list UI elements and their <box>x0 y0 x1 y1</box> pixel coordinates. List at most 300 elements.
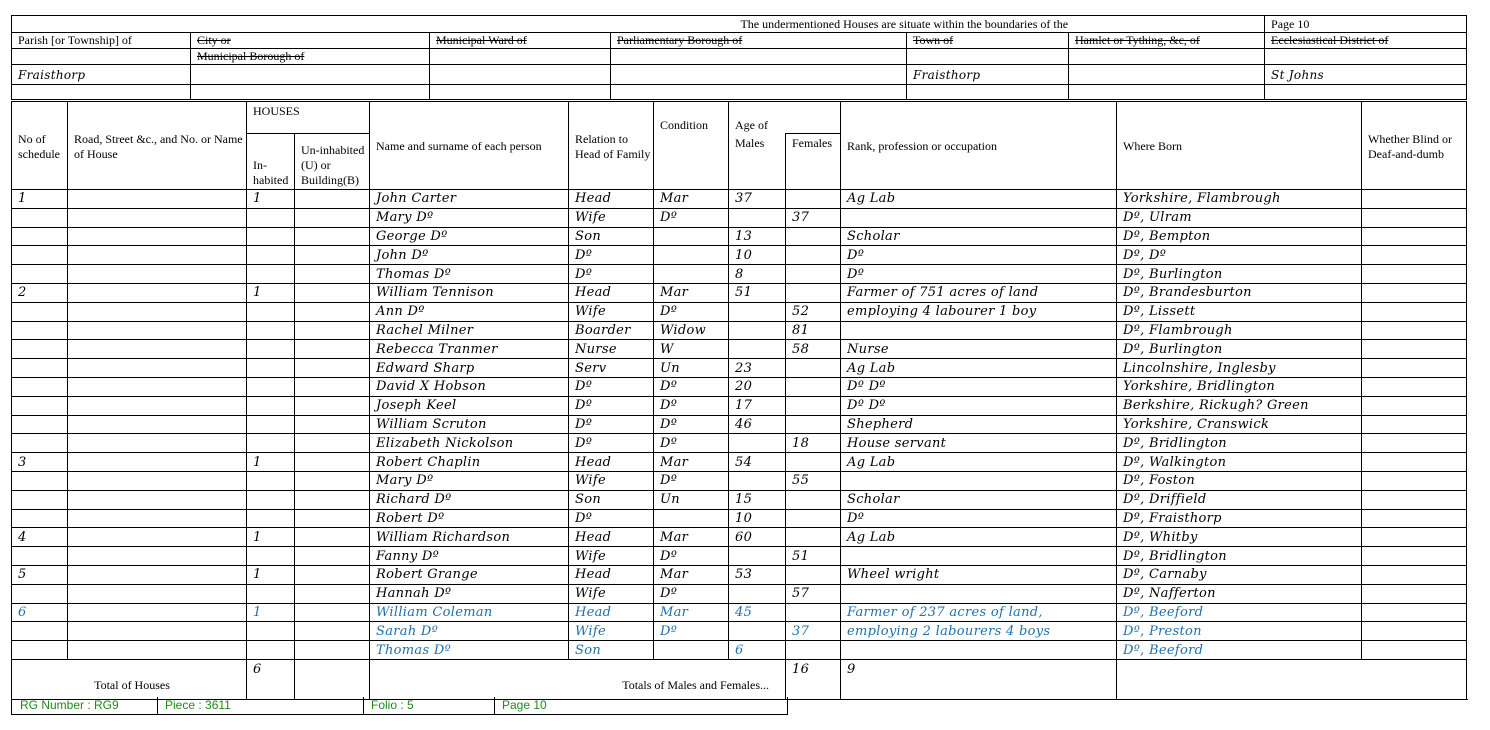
road-cell <box>68 321 247 340</box>
blank-cell <box>430 65 611 85</box>
occupation-cell <box>841 321 1117 340</box>
occupation-cell: Farmer of 237 acres of land, <box>841 603 1117 622</box>
female-age-cell: 55 <box>786 471 841 490</box>
census-rows <box>12 190 1467 660</box>
female-age-cell <box>786 528 841 547</box>
condition-cell: Dº <box>654 547 729 566</box>
male-age-cell <box>729 321 786 340</box>
blind-cell <box>1362 509 1467 528</box>
inhabited-cell <box>247 321 295 340</box>
relation-cell: Dº <box>569 396 654 415</box>
piece-number: Piece : 3611 <box>165 698 231 712</box>
census-row <box>12 528 1467 547</box>
occupation-cell: Dº <box>841 246 1117 265</box>
uninhabited-cell <box>295 641 370 660</box>
person-name-cell: William Tennison <box>370 283 569 302</box>
male-age-cell <box>729 584 786 603</box>
ecclesiastical-value: St Johns <box>1265 65 1467 85</box>
uninhabited-cell <box>295 208 370 227</box>
relation-cell: Head <box>569 565 654 584</box>
blind-cell <box>1362 359 1467 378</box>
road-cell <box>68 453 247 472</box>
person-name-cell: Rebecca Tranmer <box>370 340 569 359</box>
uninhabited-cell <box>295 190 370 209</box>
birthplace-cell: Yorkshire, Cranswick <box>1117 415 1362 434</box>
col-females: Females <box>786 134 841 190</box>
female-age-cell <box>786 565 841 584</box>
person-name-cell: Mary Dº <box>370 471 569 490</box>
uninhabited-cell <box>295 528 370 547</box>
female-age-cell <box>786 490 841 509</box>
road-cell <box>68 265 247 284</box>
occupation-cell <box>841 208 1117 227</box>
blind-cell <box>1362 246 1467 265</box>
census-row <box>12 471 1467 490</box>
header-title: The undermentioned Houses are situate within the boundaries of the <box>12 16 1265 33</box>
road-cell <box>68 415 247 434</box>
blind-cell <box>1362 584 1467 603</box>
inhabited-cell <box>247 584 295 603</box>
female-age-cell <box>786 246 841 265</box>
col-age-of: Age of <box>729 102 841 134</box>
total-females-value: 9 <box>841 659 1117 699</box>
census-row <box>12 359 1467 378</box>
condition-cell: Dº <box>654 302 729 321</box>
person-name-cell: Thomas Dº <box>370 641 569 660</box>
person-name-cell: Thomas Dº <box>370 265 569 284</box>
person-name-cell: George Dº <box>370 227 569 246</box>
birthplace-cell: Lincolnshire, Inglesby <box>1117 359 1362 378</box>
male-age-cell: 20 <box>729 377 786 396</box>
male-age-cell: 10 <box>729 246 786 265</box>
condition-cell: Mar <box>654 528 729 547</box>
relation-cell: Head <box>569 453 654 472</box>
inhabited-cell: 1 <box>247 453 295 472</box>
condition-cell: Mar <box>654 453 729 472</box>
schedule-cell <box>12 415 68 434</box>
male-age-cell: 46 <box>729 415 786 434</box>
hamlet-label: Hamlet or Tything, &c, of <box>1069 33 1265 49</box>
condition-cell <box>654 265 729 284</box>
municipal-borough-label: Municipal Borough of <box>191 49 430 65</box>
census-row <box>12 547 1467 566</box>
condition-cell: Dº <box>654 396 729 415</box>
relation-cell: Dº <box>569 265 654 284</box>
census-row <box>12 396 1467 415</box>
male-age-cell: 37 <box>729 190 786 209</box>
census-table <box>11 101 1467 700</box>
occupation-cell: Farmer of 751 acres of land <box>841 283 1117 302</box>
birthplace-cell: Dº, Carnaby <box>1117 565 1362 584</box>
parliamentary-borough-label: Parliamentary Borough of <box>611 33 907 49</box>
schedule-cell <box>12 396 68 415</box>
male-age-cell <box>729 622 786 641</box>
road-cell <box>68 190 247 209</box>
census-row <box>12 227 1467 246</box>
male-age-cell: 17 <box>729 396 786 415</box>
female-age-cell: 81 <box>786 321 841 340</box>
schedule-cell <box>12 377 68 396</box>
road-cell <box>68 490 247 509</box>
blind-cell <box>1362 190 1467 209</box>
blind-cell <box>1362 321 1467 340</box>
census-row <box>12 622 1467 641</box>
condition-cell: Dº <box>654 208 729 227</box>
condition-cell: Mar <box>654 603 729 622</box>
blank-cell <box>1117 659 1467 699</box>
uninhabited-cell <box>295 547 370 566</box>
male-age-cell <box>729 302 786 321</box>
inhabited-cell <box>247 434 295 453</box>
inhabited-cell: 1 <box>247 603 295 622</box>
female-age-cell: 37 <box>786 208 841 227</box>
header-table <box>11 15 1467 100</box>
blind-cell <box>1362 603 1467 622</box>
uninhabited-cell <box>295 302 370 321</box>
condition-cell: Dº <box>654 584 729 603</box>
relation-cell: Son <box>569 227 654 246</box>
occupation-cell <box>841 641 1117 660</box>
schedule-cell <box>12 302 68 321</box>
census-row <box>12 434 1467 453</box>
condition-cell <box>654 227 729 246</box>
blank-cell <box>1069 49 1265 65</box>
person-name-cell: Mary Dº <box>370 208 569 227</box>
relation-cell: Head <box>569 603 654 622</box>
birthplace-cell: Yorkshire, Bridlington <box>1117 377 1362 396</box>
condition-cell: Mar <box>654 565 729 584</box>
road-cell <box>68 434 247 453</box>
condition-cell: Mar <box>654 283 729 302</box>
male-age-cell: 6 <box>729 641 786 660</box>
condition-cell: Mar <box>654 190 729 209</box>
road-cell <box>68 246 247 265</box>
road-cell <box>68 547 247 566</box>
person-name-cell: David X Hobson <box>370 377 569 396</box>
census-row <box>12 641 1467 660</box>
blind-cell <box>1362 396 1467 415</box>
schedule-cell: 4 <box>12 528 68 547</box>
blank-cell <box>191 85 430 100</box>
birthplace-cell: Dº, Driffield <box>1117 490 1362 509</box>
condition-cell: Dº <box>654 377 729 396</box>
schedule-cell <box>12 246 68 265</box>
occupation-cell: Dº <box>841 265 1117 284</box>
condition-cell: Dº <box>654 471 729 490</box>
inhabited-cell <box>247 246 295 265</box>
inhabited-cell <box>247 208 295 227</box>
relation-cell: Dº <box>569 434 654 453</box>
blank-cell <box>907 85 1069 100</box>
ecclesiastical-label: Ecclesiastical District of <box>1265 33 1467 49</box>
occupation-cell: Ag Lab <box>841 528 1117 547</box>
birthplace-cell: Dº, Burlington <box>1117 340 1362 359</box>
total-persons-label: Totals of Males and Females... <box>370 659 786 699</box>
blank-cell <box>430 85 611 100</box>
census-row <box>12 265 1467 284</box>
male-age-cell: 10 <box>729 509 786 528</box>
road-cell <box>68 302 247 321</box>
col-males: Males <box>729 134 786 190</box>
birthplace-cell: Berkshire, Rickugh? Green <box>1117 396 1362 415</box>
person-name-cell: Robert Dº <box>370 509 569 528</box>
birthplace-cell: Dº, Burlington <box>1117 265 1362 284</box>
blind-cell <box>1362 340 1467 359</box>
male-age-cell <box>729 547 786 566</box>
parish-label: Parish [or Township] of <box>12 33 191 49</box>
road-cell <box>68 227 247 246</box>
uninhabited-cell <box>295 246 370 265</box>
inhabited-cell <box>247 340 295 359</box>
relation-cell: Dº <box>569 509 654 528</box>
female-age-cell <box>786 641 841 660</box>
inhabited-cell <box>247 471 295 490</box>
person-name-cell: William Coleman <box>370 603 569 622</box>
condition-cell <box>654 641 729 660</box>
female-age-cell: 58 <box>786 340 841 359</box>
inhabited-cell <box>247 265 295 284</box>
female-age-cell: 51 <box>786 547 841 566</box>
blank-cell <box>1265 49 1467 65</box>
col-name: Name and surname of each person <box>370 102 569 190</box>
inhabited-cell: 1 <box>247 528 295 547</box>
census-row <box>12 509 1467 528</box>
male-age-cell <box>729 434 786 453</box>
folio-number: Folio : 5 <box>371 698 414 712</box>
male-age-cell: 53 <box>729 565 786 584</box>
road-cell <box>68 208 247 227</box>
uninhabited-cell <box>295 415 370 434</box>
relation-cell: Wife <box>569 302 654 321</box>
inhabited-cell <box>247 641 295 660</box>
male-age-cell <box>729 471 786 490</box>
relation-cell: Dº <box>569 415 654 434</box>
occupation-cell: Dº <box>841 509 1117 528</box>
inhabited-cell: 1 <box>247 565 295 584</box>
census-row <box>12 190 1467 209</box>
relation-cell: Dº <box>569 246 654 265</box>
inhabited-cell <box>247 359 295 378</box>
schedule-cell: 5 <box>12 565 68 584</box>
road-cell <box>68 359 247 378</box>
census-row <box>12 321 1467 340</box>
census-row <box>12 584 1467 603</box>
blind-cell <box>1362 622 1467 641</box>
schedule-cell <box>12 490 68 509</box>
schedule-cell <box>12 641 68 660</box>
page-label: Page 10 <box>1265 16 1467 33</box>
condition-cell <box>654 509 729 528</box>
female-age-cell: 18 <box>786 434 841 453</box>
road-cell <box>68 283 247 302</box>
condition-cell: Dº <box>654 434 729 453</box>
person-name-cell: Richard Dº <box>370 490 569 509</box>
blind-cell <box>1362 547 1467 566</box>
blank-cell <box>1265 85 1467 100</box>
schedule-cell: 3 <box>12 453 68 472</box>
blank-cell <box>611 49 907 65</box>
col-road: Road, Street &c., and No. or Name of House <box>68 102 247 190</box>
col-occupation: Rank, profession or occupation <box>841 102 1117 190</box>
female-age-cell <box>786 603 841 622</box>
municipal-ward-label: Municipal Ward of <box>430 33 611 49</box>
male-age-cell: 23 <box>729 359 786 378</box>
birthplace-cell: Dº, Fraisthorp <box>1117 509 1362 528</box>
blind-cell <box>1362 490 1467 509</box>
col-born: Where Born <box>1117 102 1362 190</box>
birthplace-cell: Dº, Beeford <box>1117 603 1362 622</box>
blank-cell <box>907 49 1069 65</box>
uninhabited-cell <box>295 359 370 378</box>
census-row <box>12 283 1467 302</box>
person-name-cell: Robert Grange <box>370 565 569 584</box>
occupation-cell <box>841 547 1117 566</box>
total-houses-label: Total of Houses <box>12 659 247 699</box>
female-age-cell <box>786 283 841 302</box>
male-age-cell: 51 <box>729 283 786 302</box>
male-age-cell <box>729 208 786 227</box>
female-age-cell <box>786 509 841 528</box>
census-row <box>12 246 1467 265</box>
person-name-cell: John Dº <box>370 246 569 265</box>
parish-value: Fraisthorp <box>12 65 191 85</box>
inhabited-cell <box>247 302 295 321</box>
inhabited-cell <box>247 509 295 528</box>
blank-cell <box>430 49 611 65</box>
person-name-cell: John Carter <box>370 190 569 209</box>
uninhabited-cell <box>295 565 370 584</box>
road-cell <box>68 377 247 396</box>
road-cell <box>68 509 247 528</box>
col-condition: Condition <box>654 102 729 190</box>
relation-cell: Wife <box>569 471 654 490</box>
relation-cell: Wife <box>569 584 654 603</box>
male-age-cell: 15 <box>729 490 786 509</box>
inhabited-cell <box>247 396 295 415</box>
blank-cell <box>12 49 191 65</box>
inhabited-cell <box>247 415 295 434</box>
occupation-cell: Dº Dº <box>841 377 1117 396</box>
census-row <box>12 302 1467 321</box>
person-name-cell: Elizabeth Nickolson <box>370 434 569 453</box>
col-schedule: No of schedule <box>12 102 68 190</box>
birthplace-cell: Dº, Brandesburton <box>1117 283 1362 302</box>
col-relation: Relation to Head of Family <box>569 102 654 190</box>
uninhabited-cell <box>295 340 370 359</box>
col-uninhabited: Un-inhabited (U) or Building(B) <box>295 134 370 190</box>
total-males-value: 16 <box>786 659 841 699</box>
uninhabited-cell <box>295 283 370 302</box>
uninhabited-cell <box>295 377 370 396</box>
birthplace-cell: Dº, Preston <box>1117 622 1362 641</box>
person-name-cell: William Richardson <box>370 528 569 547</box>
blank-cell <box>295 659 370 699</box>
blind-cell <box>1362 208 1467 227</box>
male-age-cell <box>729 340 786 359</box>
uninhabited-cell <box>295 490 370 509</box>
birthplace-cell: Dº, Beeford <box>1117 641 1362 660</box>
uninhabited-cell <box>295 434 370 453</box>
birthplace-cell: Dº, Bridlington <box>1117 547 1362 566</box>
divider <box>363 697 364 714</box>
census-row <box>12 490 1467 509</box>
condition-cell: Widow <box>654 321 729 340</box>
total-houses-value: 6 <box>247 659 295 699</box>
blind-cell <box>1362 415 1467 434</box>
birthplace-cell: Dº, Whitby <box>1117 528 1362 547</box>
occupation-cell: Dº Dº <box>841 396 1117 415</box>
relation-cell: Dº <box>569 377 654 396</box>
blank-cell <box>1069 85 1265 100</box>
uninhabited-cell <box>295 584 370 603</box>
male-age-cell: 8 <box>729 265 786 284</box>
occupation-cell: employing 2 labourers 4 boys <box>841 622 1117 641</box>
male-age-cell: 54 <box>729 453 786 472</box>
person-name-cell: Rachel Milner <box>370 321 569 340</box>
relation-cell: Nurse <box>569 340 654 359</box>
divider <box>157 697 158 714</box>
relation-cell: Serv <box>569 359 654 378</box>
city-label: City or <box>191 33 430 49</box>
inhabited-cell: 1 <box>247 190 295 209</box>
occupation-cell: Ag Lab <box>841 359 1117 378</box>
relation-cell: Son <box>569 490 654 509</box>
schedule-cell: 6 <box>12 603 68 622</box>
col-blind: Whether Blind or Deaf-and-dumb <box>1362 102 1467 190</box>
relation-cell: Son <box>569 641 654 660</box>
schedule-cell <box>12 321 68 340</box>
female-age-cell <box>786 415 841 434</box>
schedule-cell <box>12 208 68 227</box>
blind-cell <box>1362 377 1467 396</box>
person-name-cell: Fanny Dº <box>370 547 569 566</box>
relation-cell: Wife <box>569 208 654 227</box>
occupation-cell: Nurse <box>841 340 1117 359</box>
relation-cell: Wife <box>569 622 654 641</box>
inhabited-cell <box>247 547 295 566</box>
schedule-cell <box>12 622 68 641</box>
col-houses: HOUSES <box>247 102 370 134</box>
condition-cell: Dº <box>654 415 729 434</box>
blind-cell <box>1362 283 1467 302</box>
female-age-cell <box>786 265 841 284</box>
uninhabited-cell <box>295 603 370 622</box>
schedule-cell <box>12 265 68 284</box>
schedule-cell: 1 <box>12 190 68 209</box>
census-row <box>12 415 1467 434</box>
schedule-cell <box>12 584 68 603</box>
page-number: Page 10 <box>502 698 547 712</box>
birthplace-cell: Dº, Nafferton <box>1117 584 1362 603</box>
occupation-cell <box>841 584 1117 603</box>
condition-cell: W <box>654 340 729 359</box>
reference-bar <box>11 697 788 715</box>
female-age-cell <box>786 377 841 396</box>
uninhabited-cell <box>295 265 370 284</box>
blind-cell <box>1362 528 1467 547</box>
uninhabited-cell <box>295 509 370 528</box>
occupation-cell: House servant <box>841 434 1117 453</box>
road-cell <box>68 396 247 415</box>
condition-cell: Un <box>654 359 729 378</box>
female-age-cell: 52 <box>786 302 841 321</box>
female-age-cell: 57 <box>786 584 841 603</box>
col-inhabited: In-habited <box>247 134 295 190</box>
uninhabited-cell <box>295 396 370 415</box>
blind-cell <box>1362 227 1467 246</box>
occupation-cell: employing 4 labourer 1 boy <box>841 302 1117 321</box>
town-value: Fraisthorp <box>907 65 1069 85</box>
